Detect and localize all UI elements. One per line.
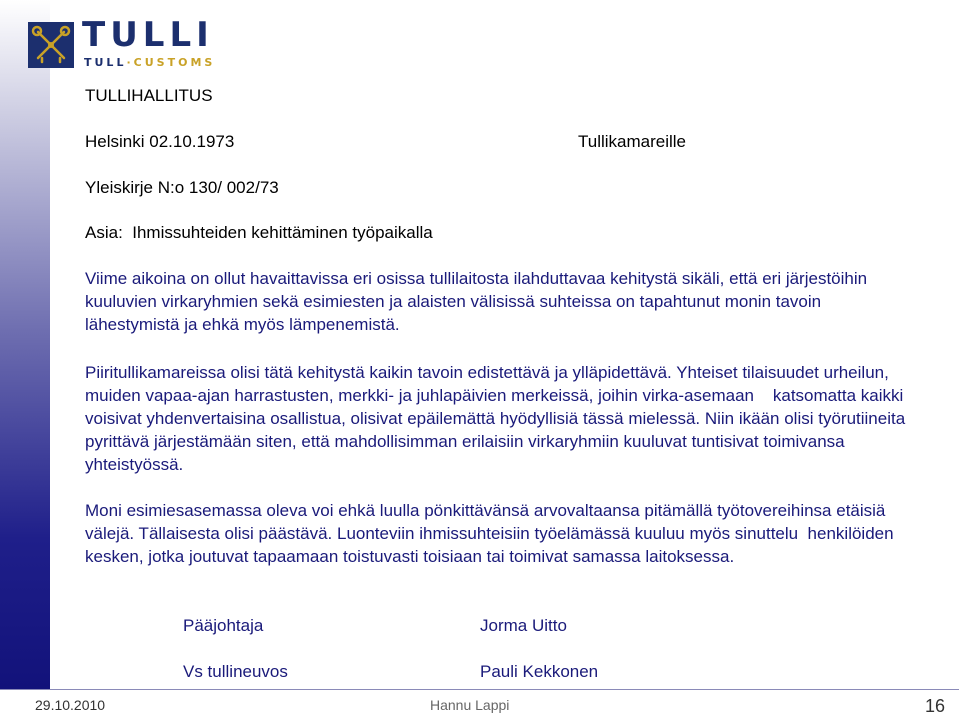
sidebar-gradient (0, 0, 50, 690)
signature-name-1: Jorma Uitto (480, 616, 567, 635)
signature-name-2: Pauli Kekkonen (480, 662, 599, 681)
page-number: 16 (925, 696, 946, 716)
signature-title-1: Pääjohtaja (183, 616, 264, 635)
paragraph-2: Piiritullikamareissa olisi tätä kehitystä kaikin tavoin edistettävä ja ylläpidettävä. Yhteiset tilaisuudet urheilun, muiden vapaa-ajan harrastusten, merkki- ja juhlapäivien merkeissä, joihin virka-asemaan katsomatta kaikki voisivat yhdenvertaisina osallistua, olisivat epäilemättä hyödyllisiä tässä mielessä. Niin ikään olisi työrutiineita pyrittävä järjestämään siten, että mahdollisimman erilaisiin virkaryhmiin kuuluvat tuntisivat toimivansa yhteistyössä. (85, 363, 910, 474)
logo-subtitle (84, 57, 215, 69)
paragraph-1: Viime aikoina on ollut havaittavissa eri osissa tullilaitosta ilahduttavaa kehitystä sikäli, että eri järjestöihin kuuluvien virkaryhmien sekä esimiesten ja alaisten välisissä suhteissa on tapahtunut monin tavoin lähestymistä ja ehkä myös lämpenemistä. (85, 269, 868, 334)
recipient: Tullikamareille (578, 132, 687, 151)
sender: TULLIHALLITUS (85, 86, 213, 105)
subject-line: Asia: Ihmissuhteiden kehittäminen työpaikalla (85, 223, 433, 242)
logo-sub-left: TULL (84, 56, 127, 69)
logo-wordmark: TULLI (82, 15, 214, 55)
place-date: Helsinki 02.10.1973 (85, 132, 235, 151)
footer-date: 29.10.2010 (35, 697, 106, 713)
crossed-keys-emblem-icon (28, 22, 74, 68)
footer-author: Hannu Lappi (430, 697, 510, 713)
footer-divider (0, 689, 959, 690)
signature-title-2: Vs tullineuvos (183, 662, 288, 681)
reference-number: Yleiskirje N:o 130/ 002/73 (85, 178, 279, 197)
logo-sub-right: CUSTOMS (133, 56, 216, 69)
logo-sub-dot: · (126, 56, 134, 69)
paragraph-3: Moni esimiesasemassa oleva voi ehkä luulla pönkittävänsä arvovaltaansa pitämällä työtovereihinsa etäisiä välejä. Tällaisesta olisi päästävä. Luonteviin ihmissuhteisiin työelämässä kuuluu myös sinuttelu henkilöiden kesken, jotka joutuvat tapaamaan toistuvasti toisiaan tai toimivat samassa laitoksessa. (85, 501, 899, 566)
